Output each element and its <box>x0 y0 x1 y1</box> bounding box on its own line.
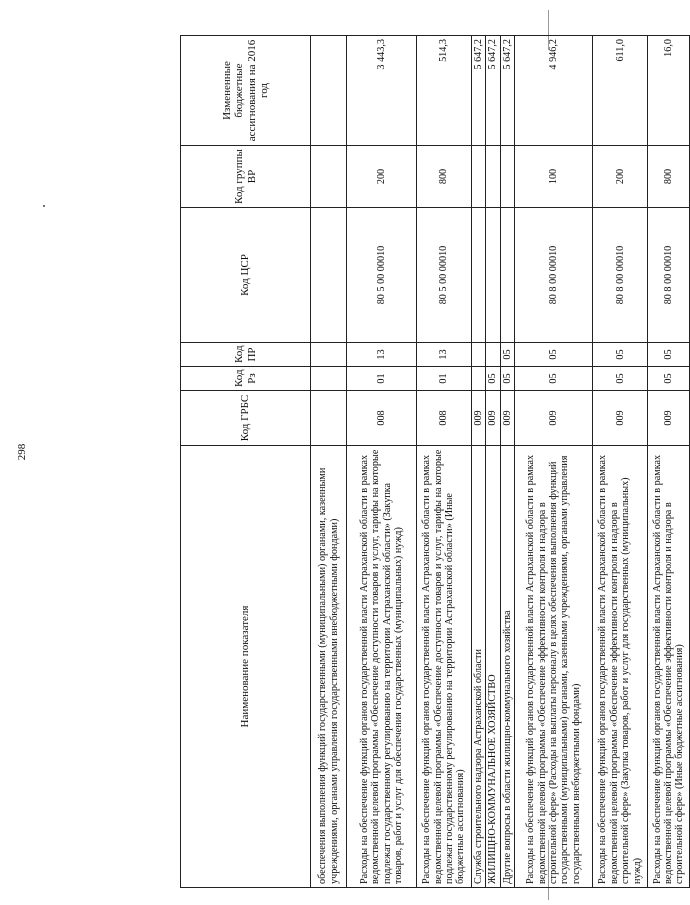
cell-name: Расходы на обеспечение функций органов государственной власти Астраханской области в рамках ведомственной целевой программы «Обеспечение эффективности контроля и надзора в строительной сфере» (Иные бюджетные ассигнования) <box>648 446 690 888</box>
cell-vr: 100 <box>515 146 593 208</box>
cell-name: Расходы на обеспечение функций органов государственной власти Астраханской области в рамках ведомственной целевой программы «Обеспечение эффективности контроля и надзора в строительной сфере» (Закупка товаров, работ и услуг для государственных (муниципальных) нужд) <box>593 446 648 888</box>
cell-rz <box>472 367 486 391</box>
table-row <box>648 36 690 888</box>
cell-pr <box>311 343 347 367</box>
cell-csr <box>472 208 486 343</box>
cell-amount: 611,0 <box>593 36 648 146</box>
table-row <box>311 36 347 888</box>
cell-grbs: 009 <box>515 391 593 446</box>
cell-grbs: 008 <box>417 391 472 446</box>
cell-name: Другие вопросы в области жилищно-коммунального хозяйства <box>500 446 514 888</box>
cell-vr <box>472 146 486 208</box>
scan-speck <box>43 205 45 207</box>
cell-vr: 800 <box>417 146 472 208</box>
table-row <box>500 36 514 888</box>
budget-table <box>180 35 690 888</box>
table-row <box>417 36 472 888</box>
page-number: 298 <box>16 443 28 461</box>
cell-pr: 05 <box>593 343 648 367</box>
cell-csr <box>500 208 514 343</box>
cell-grbs: 009 <box>486 391 500 446</box>
cell-name: Расходы на обеспечение функций органов государственной власти Астраханской области в рамках ведомственной целевой программы «Обеспечение доступности товаров и услуг, тарифы на которые подлежат государственному регулированию на территории Астраханской области» (Закупка товаров, работ и услуг для обеспечения государственных (муниципальных) нужд) <box>347 446 417 888</box>
cell-amount: 16,0 <box>648 36 690 146</box>
cell-amount <box>311 36 347 146</box>
header-grbs: Код ГРБС <box>181 391 311 446</box>
cell-name: Расходы на обеспечение функций органов государственной власти Астраханской области в рамках ведомственной целевой программы «Обеспечение эффективности контроля и надзора в строительной сфере» (Расходы на выплаты персоналу в целях обеспечения выполнения функций государственными (муниципальными) органами, казенными учреждениями, органами управления государственными внебюджетными фондами) <box>515 446 593 888</box>
cell-amount: 5 647,2 <box>472 36 486 146</box>
cell-rz: 05 <box>515 367 593 391</box>
cell-rz: 05 <box>593 367 648 391</box>
table-row <box>486 36 500 888</box>
cell-grbs: 009 <box>472 391 486 446</box>
cell-csr: 80 5 00 00010 <box>347 208 417 343</box>
header-csr: Код ЦСР <box>181 208 311 343</box>
table-row <box>472 36 486 888</box>
cell-pr: 05 <box>500 343 514 367</box>
cell-grbs <box>311 391 347 446</box>
cell-pr: 13 <box>417 343 472 367</box>
table-row <box>593 36 648 888</box>
cell-name: Расходы на обеспечение функций органов государственной власти Астраханской области в рамках ведомственной целевой программы «Обеспечение доступности товаров и услуг, тарифы на которые подлежат государственному регулированию на территории Астраханской области» (Иные бюджетные ассигнования) <box>417 446 472 888</box>
cell-pr: 13 <box>347 343 417 367</box>
cell-vr: 800 <box>648 146 690 208</box>
header-amount: Измененные бюджетные ассигнования на 2016 год <box>181 36 311 146</box>
cell-name: обеспечения выполнения функций государственными (муниципальными) органами, казенными учреждениями, органами управления государственными внебюджетными фондами) <box>311 446 347 888</box>
cell-grbs: 009 <box>593 391 648 446</box>
cell-csr: 80 8 00 00010 <box>515 208 593 343</box>
cell-grbs: 009 <box>500 391 514 446</box>
cell-rz: 05 <box>500 367 514 391</box>
cell-csr <box>486 208 500 343</box>
cell-pr: 05 <box>648 343 690 367</box>
cell-rz: 01 <box>417 367 472 391</box>
cell-amount: 514,3 <box>417 36 472 146</box>
cell-vr: 200 <box>347 146 417 208</box>
cell-amount: 5 647,2 <box>500 36 514 146</box>
cell-csr <box>311 208 347 343</box>
header-rz: Код Рз <box>181 367 311 391</box>
cell-amount: 5 647,2 <box>486 36 500 146</box>
cell-name: ЖИЛИЩНО-КОММУНАЛЬНОЕ ХОЗЯЙСТВО <box>486 446 500 888</box>
cell-csr: 80 5 00 00010 <box>417 208 472 343</box>
cell-amount: 3 443,3 <box>347 36 417 146</box>
header-pr: Код ПР <box>181 343 311 367</box>
header-vr: Код группы ВР <box>181 146 311 208</box>
cell-grbs: 009 <box>648 391 690 446</box>
cell-rz: 05 <box>486 367 500 391</box>
cell-name: Служба строительного надзора Астраханской области <box>472 446 486 888</box>
cell-vr <box>486 146 500 208</box>
cell-vr <box>311 146 347 208</box>
header-name: Наименование показателя <box>181 446 311 888</box>
table-row <box>515 36 593 888</box>
cell-rz: 01 <box>347 367 417 391</box>
cell-vr: 200 <box>593 146 648 208</box>
table-row <box>347 36 417 888</box>
cell-csr: 80 8 00 00010 <box>648 208 690 343</box>
cell-rz: 05 <box>648 367 690 391</box>
table-header-row <box>181 36 311 888</box>
cell-csr: 80 8 00 00010 <box>593 208 648 343</box>
cell-vr <box>500 146 514 208</box>
cell-pr <box>486 343 500 367</box>
cell-rz <box>311 367 347 391</box>
cell-pr <box>472 343 486 367</box>
cell-amount: 4 946,2 <box>515 36 593 146</box>
cell-grbs: 008 <box>347 391 417 446</box>
rotated-table-sheet <box>180 36 686 888</box>
cell-pr: 05 <box>515 343 593 367</box>
